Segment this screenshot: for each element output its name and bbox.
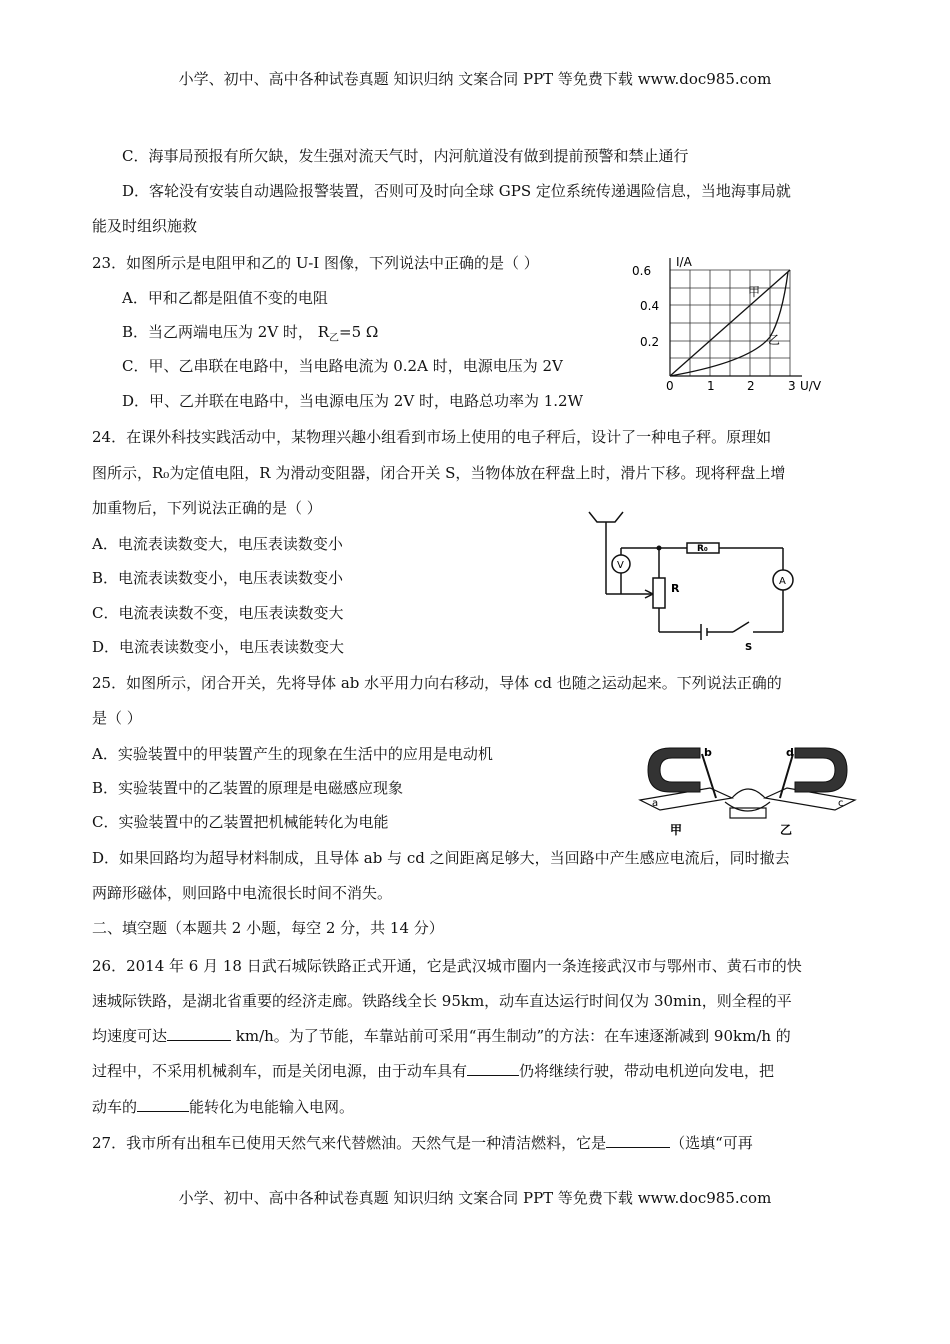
q25-option-b: B．实验装置中的乙装置的原理是电磁感应现象	[92, 779, 404, 797]
q24-option-a: A．电流表读数变大，电压表读数变小	[92, 535, 343, 553]
label-c: c	[838, 798, 844, 809]
page-header: 小学、初中、高中各种试卷真题 知识归纳 文案合同 PPT 等免费下载 www.doc985.com	[178, 70, 772, 88]
y-tick-06: 0.6	[632, 264, 652, 278]
q23-stem: 23．如图所示是电阻甲和乙的 U-I 图像，下列说法中正确的是（ ）	[92, 254, 539, 272]
label-yi: 乙	[780, 823, 793, 837]
y-axis-label: I/A	[676, 255, 692, 269]
q23-option-d: D．甲、乙并联在电路中，当电源电压为 2V 时，电路总功率为 1.2W	[122, 392, 583, 410]
q27-line1: 27．我市所有出租车已使用天然气来代替燃油。天然气是一种清洁燃料，它是 （选填“可再	[92, 1134, 753, 1152]
q25-stem-line1: 25．如图所示，闭合开关，先将导体 ab 水平用力向右移动，导体 cd 也随之运动起来。下列说法正确的	[92, 674, 782, 692]
q26-line4: 过程中，不采用机械刹车，而是关闭电源，由于动车具有 仍将继续行驶，带动电机逆向发电，把	[92, 1062, 775, 1080]
q24-stem-line2: 图所示，R₀为定值电阻，R 为滑动变阻器，闭合开关 S，当物体放在秤盘上时，滑片下移。现将秤盘上增	[92, 464, 786, 482]
label-b: b	[704, 746, 712, 759]
q22-option-d-line1: D．客轮没有安装自动遇险报警装置，否则可及时向全球 GPS 定位系统传递遇险信息，当地海事局就	[122, 182, 791, 200]
q26-line1: 26．2014 年 6 月 18 日武石城际铁路正式开通，它是武汉城市圈内一条连接武汉市与鄂州市、黄石市的快	[92, 957, 802, 975]
q23-option-b: B．当乙两端电压为 2V 时， $R_乙=5$ Ω	[122, 323, 379, 344]
page-footer: 小学、初中、高中各种试卷真题 知识归纳 文案合同 PPT 等免费下载 www.doc985.com	[178, 1189, 772, 1207]
q25-option-d-line1: D．如果回路均为超导材料制成，且导体 ab 与 cd 之间距离足够大，当回路中产生感应电流后，同时撤去	[92, 849, 790, 867]
q25-stem-line2: 是（ ）	[92, 709, 142, 727]
q23-ui-graph	[630, 252, 850, 397]
section-2-title: 二、填空题（本题共 2 小题，每空 2 分，共 14 分）	[92, 919, 444, 937]
q26-line2: 速城际铁路，是湖北省重要的经济走廊。铁路线全长 95km，动车直达运行时间仅为 30min，则全程的平	[92, 992, 792, 1010]
label-a: a	[652, 798, 659, 809]
q24-stem-line1: 24．在课外科技实践活动中，某物理兴趣小组看到市场上使用的电子秤后，设计了一种电子秤。原理如	[92, 428, 772, 446]
x-tick-2: 2	[747, 379, 755, 393]
label-jia: 甲	[670, 823, 683, 837]
x-tick-0: 0	[666, 379, 674, 393]
ammeter-label: A	[779, 576, 786, 587]
q22-option-c: C．海事局预报有所欠缺，发生强对流天气时，内河航道没有做到提前预警和禁止通行	[122, 147, 689, 165]
q25-option-d-line2: 两蹄形磁体，则回路中电流很长时间不消失。	[92, 884, 393, 902]
label-jia: 甲	[748, 285, 761, 299]
q24-option-b: B．电流表读数变小，电压表读数变小	[92, 569, 344, 587]
q25-option-c: C．实验装置中的乙装置把机械能转化为电能	[92, 813, 389, 831]
q23-option-a: A．甲和乙都是阻值不变的电阻	[122, 289, 328, 307]
q25-magnet-figure	[630, 740, 865, 840]
q23-option-c: C．甲、乙串联在电路中，当电路电流为 0.2A 时，电源电压为 2V	[122, 357, 563, 375]
x-tick-1: 1	[707, 379, 715, 393]
label-d: d	[786, 746, 794, 759]
q27-blank-renewable[interactable]	[606, 1133, 670, 1148]
q26-blank-inertia[interactable]	[467, 1061, 519, 1076]
q24-option-c: C．电流表读数不变，电压表读数变大	[92, 604, 344, 622]
switch-label: S	[745, 642, 753, 653]
y-tick-02: 0.2	[640, 335, 660, 349]
label-yi: 乙	[768, 333, 781, 347]
x-tick-3: 3	[788, 379, 796, 393]
q24-stem-line3: 加重物后，下列说法正确的是（ ）	[92, 499, 322, 517]
q26-blank-speed[interactable]	[167, 1026, 231, 1041]
q26-blank-energy[interactable]	[137, 1097, 189, 1112]
q24-circuit-diagram	[585, 510, 810, 655]
q26-line3: 均速度可达 km/h。为了节能，车靠站前可采用“再生制动”的方法：在车速逐渐减到 90km/h 的	[92, 1027, 791, 1045]
q25-option-a: A．实验装置中的甲装置产生的现象在生活中的应用是电动机	[92, 745, 493, 763]
voltmeter-label: V	[617, 560, 624, 571]
q22-option-d-line2: 能及时组织施救	[92, 217, 198, 235]
x-axis-label: U/V	[800, 379, 822, 393]
r0-label: R₀	[697, 544, 708, 554]
q26-line5: 动车的 能转化为电能输入电网。	[92, 1098, 355, 1116]
q24-option-d: D．电流表读数变小，电压表读数变大	[92, 638, 345, 656]
y-tick-04: 0.4	[640, 299, 660, 313]
rheostat-label: R	[671, 582, 680, 595]
